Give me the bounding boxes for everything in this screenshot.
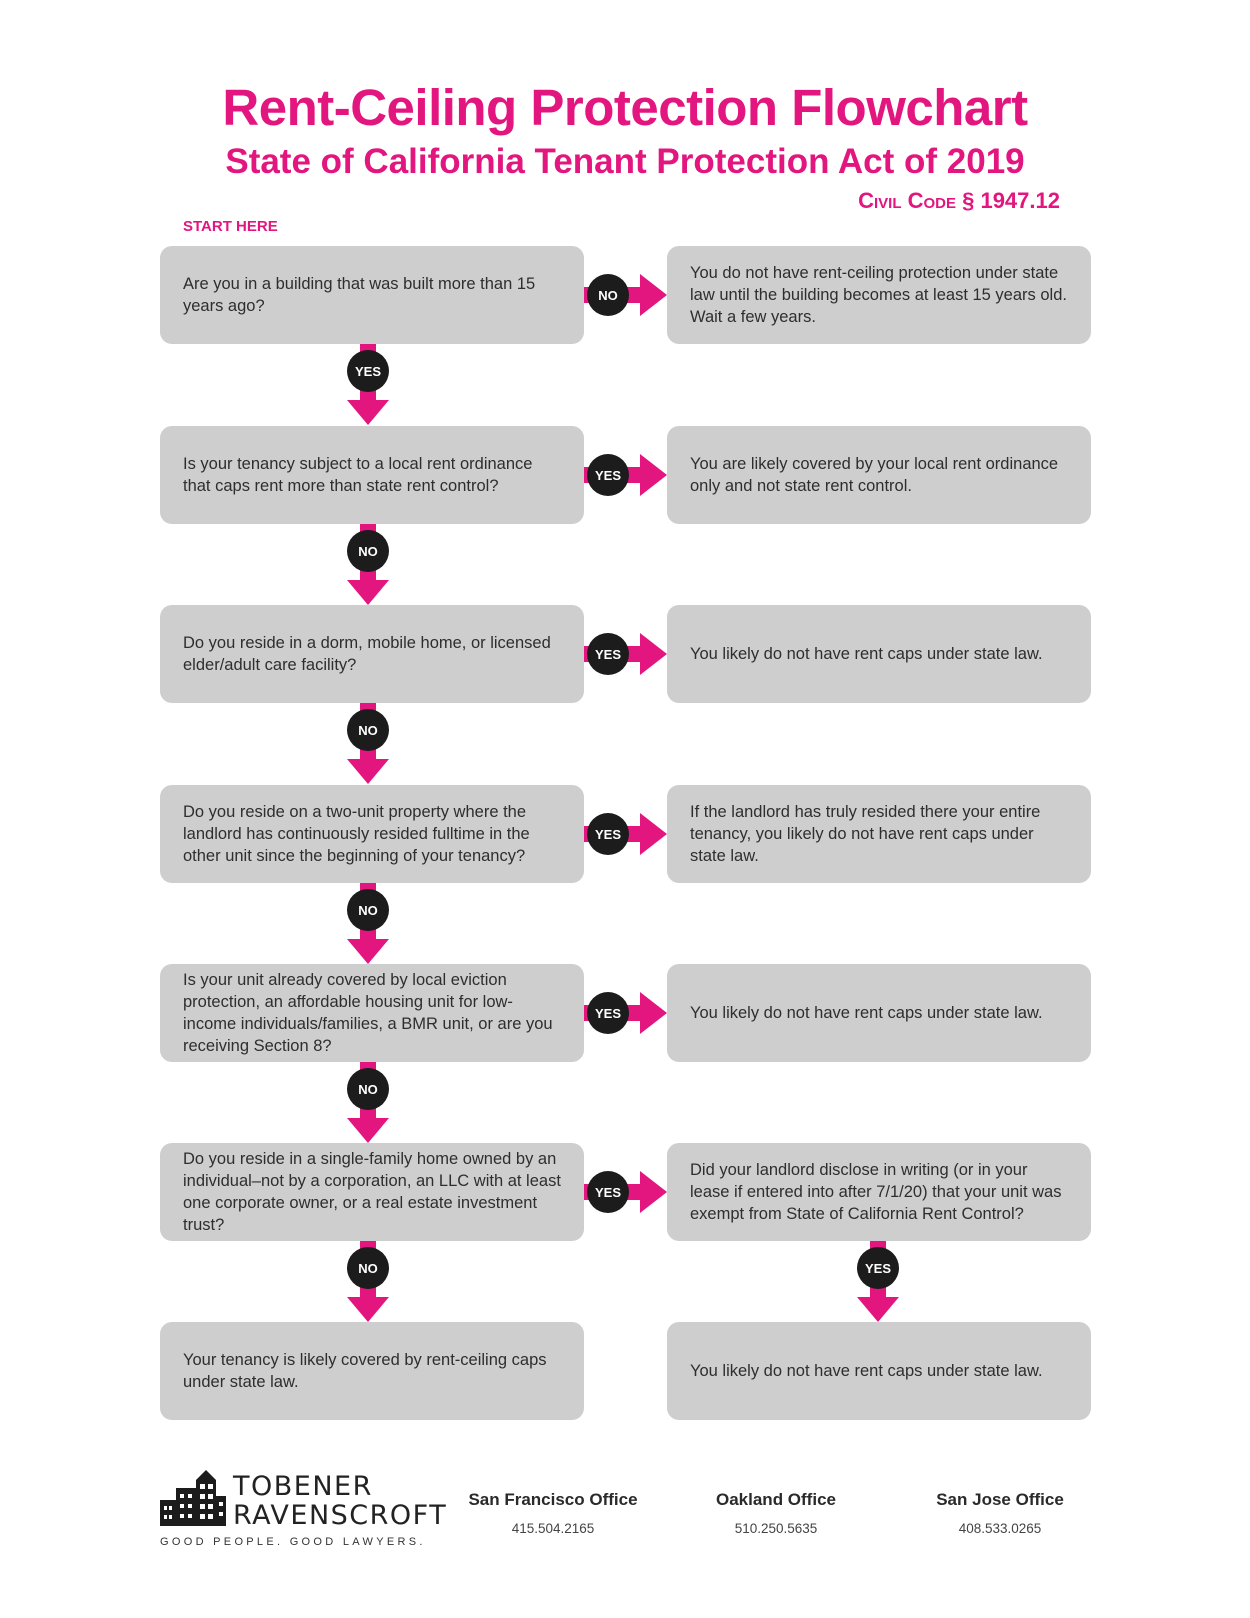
office-phone: 408.533.0265 [958, 1521, 1042, 1536]
yes-badge: YES [587, 992, 629, 1034]
no-badge: NO [347, 889, 389, 931]
start-here-label: START HERE [183, 218, 278, 235]
yes-badge: YES [587, 1171, 629, 1213]
yes-badge: YES [587, 813, 629, 855]
no-badge: NO [347, 530, 389, 572]
question-building-age [160, 246, 584, 344]
building-logo-icon [160, 1470, 228, 1526]
yes-badge: YES [857, 1247, 899, 1289]
question-local-rent-ordinance [160, 426, 584, 524]
question-two-unit-property [160, 785, 584, 883]
question-text: Do you reside in a single-family home owned by an individual–not by a corporation, an LLC with at least one corporate owner, or a real estate investment trust? [183, 1150, 561, 1234]
yes-badge: YES [587, 454, 629, 496]
page-title: Rent-Ceiling Protection Flowchart [222, 79, 1028, 136]
office-oakland [666, 1490, 886, 1536]
result-landlord-resided [667, 785, 1091, 883]
yes-badge: YES [587, 633, 629, 675]
no-badge: NO [347, 709, 389, 751]
office-san-francisco [443, 1490, 663, 1536]
result-text: If the landlord has truly resided there your entire tenancy, you likely do not have rent caps under state law. [690, 803, 1041, 865]
office-name: San Francisco Office [468, 1490, 638, 1509]
question-local-eviction-protection [160, 964, 584, 1062]
result-no-protection-new-building [667, 246, 1091, 344]
office-phone: 415.504.2165 [511, 1521, 595, 1536]
result-local-ordinance [667, 426, 1091, 524]
yes-badge: YES [347, 350, 389, 392]
office-phone: 510.250.5635 [734, 1521, 818, 1536]
result-text: You likely do not have rent caps under state law. [690, 645, 1043, 663]
no-badge: NO [347, 1247, 389, 1289]
question-dorm-mobile-home [160, 605, 584, 703]
result-text: You likely do not have rent caps under state law. [690, 1004, 1043, 1022]
result-text: You do not have rent-ceiling protection under state law until the building becomes at least 15 years old. Wait a few years. [690, 264, 1067, 326]
no-badge: NO [587, 274, 629, 316]
question-text: Are you in a building that was built more than 15 years ago? [183, 275, 536, 315]
question-single-family-home [160, 1143, 584, 1241]
question-text: Do you reside on a two-unit property where the landlord has continuously resided fulltime in the other unit since the beginning of your tenancy? [183, 803, 530, 865]
question-landlord-disclosure [667, 1143, 1091, 1241]
result-text: You are likely covered by your local rent ordinance only and not state rent control. [690, 455, 1059, 495]
page-subtitle: State of California Tenant Protection Act of 2019 [225, 142, 1025, 181]
question-text: Did your landlord disclose in writing (or in your lease if entered into after 7/1/20) that your unit was exempt from State of California Rent Control? [690, 1161, 1062, 1223]
result-text: Your tenancy is likely covered by rent-ceiling caps under state law. [183, 1351, 547, 1391]
civil-code-reference: Civil Code § 1947.12 [858, 188, 1060, 213]
question-text: Is your unit already covered by local eviction protection, an affordable housing unit for low-income individuals/families, a BMR unit, or are you receiving Section 8? [183, 971, 553, 1055]
no-badge: NO [347, 1068, 389, 1110]
result-no-rent-caps-exempt [667, 1322, 1091, 1420]
question-text: Is your tenancy subject to a local rent ordinance that caps rent more than state rent control? [183, 455, 533, 495]
result-no-rent-caps-covered [667, 964, 1091, 1062]
firm-name [233, 1472, 447, 1530]
result-no-rent-caps-dorm [667, 605, 1091, 703]
firm-name-line-2: RAVENSCROFT [233, 1500, 448, 1531]
result-text: You likely do not have rent caps under state law. [690, 1362, 1043, 1380]
question-text: Do you reside in a dorm, mobile home, or licensed elder/adult care facility? [183, 634, 551, 674]
office-san-jose [890, 1490, 1110, 1536]
result-covered-by-rent-caps [160, 1322, 584, 1420]
office-name: San Jose Office [936, 1490, 1064, 1509]
office-name: Oakland Office [716, 1490, 836, 1509]
firm-name-line-1: TOBENER [233, 1471, 373, 1502]
firm-tagline: GOOD PEOPLE. GOOD LAWYERS. [160, 1536, 426, 1548]
